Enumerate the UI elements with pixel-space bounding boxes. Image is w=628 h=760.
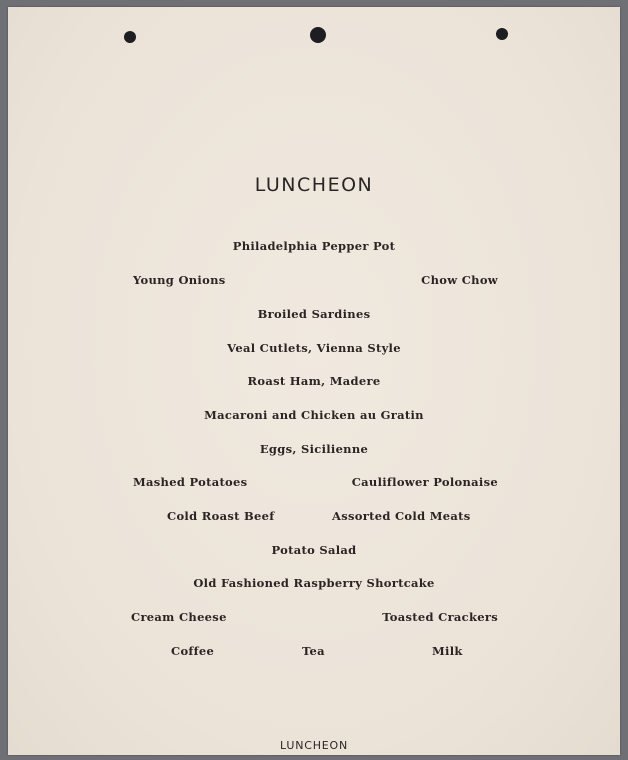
menu-item-soup: Philadelphia Pepper Pot	[232, 239, 396, 253]
menu-item-young-onions: Young Onions	[133, 273, 226, 287]
menu-page	[8, 7, 620, 755]
menu-item-eggs: Eggs, Sicilienne	[259, 442, 369, 456]
menu-item-cauliflower: Cauliflower Polonaise	[351, 475, 498, 489]
menu-item-shortcake: Old Fashioned Raspberry Shortcake	[193, 576, 435, 590]
menu-item-chow-chow: Chow Chow	[421, 273, 498, 287]
menu-item-mashed-potatoes: Mashed Potatoes	[133, 475, 248, 489]
menu-item-cold-roast-beef: Cold Roast Beef	[167, 509, 275, 523]
punch-hole-right	[496, 28, 508, 40]
punch-hole-center	[310, 27, 326, 43]
menu-item-coffee: Coffee	[171, 644, 215, 658]
menu-item-potato-salad: Potato Salad	[271, 543, 357, 557]
menu-title: LUNCHEON	[254, 174, 374, 196]
menu-item-toasted-crackers: Toasted Crackers	[382, 610, 498, 624]
menu-item-roast-ham: Roast Ham, Madere	[247, 374, 381, 388]
menu-item-macaroni: Macaroni and Chicken au Gratin	[204, 408, 424, 422]
menu-item-sardines: Broiled Sardines	[257, 307, 371, 321]
menu-item-assorted-cold-meats: Assorted Cold Meats	[332, 509, 471, 523]
menu-item-cream-cheese: Cream Cheese	[131, 610, 227, 624]
menu-item-milk: Milk	[432, 644, 463, 658]
menu-item-veal-cutlets: Veal Cutlets, Vienna Style	[227, 341, 401, 355]
punch-hole-left	[124, 31, 136, 43]
menu-footer: LUNCHEON	[279, 739, 349, 752]
menu-item-tea: Tea	[302, 644, 325, 658]
